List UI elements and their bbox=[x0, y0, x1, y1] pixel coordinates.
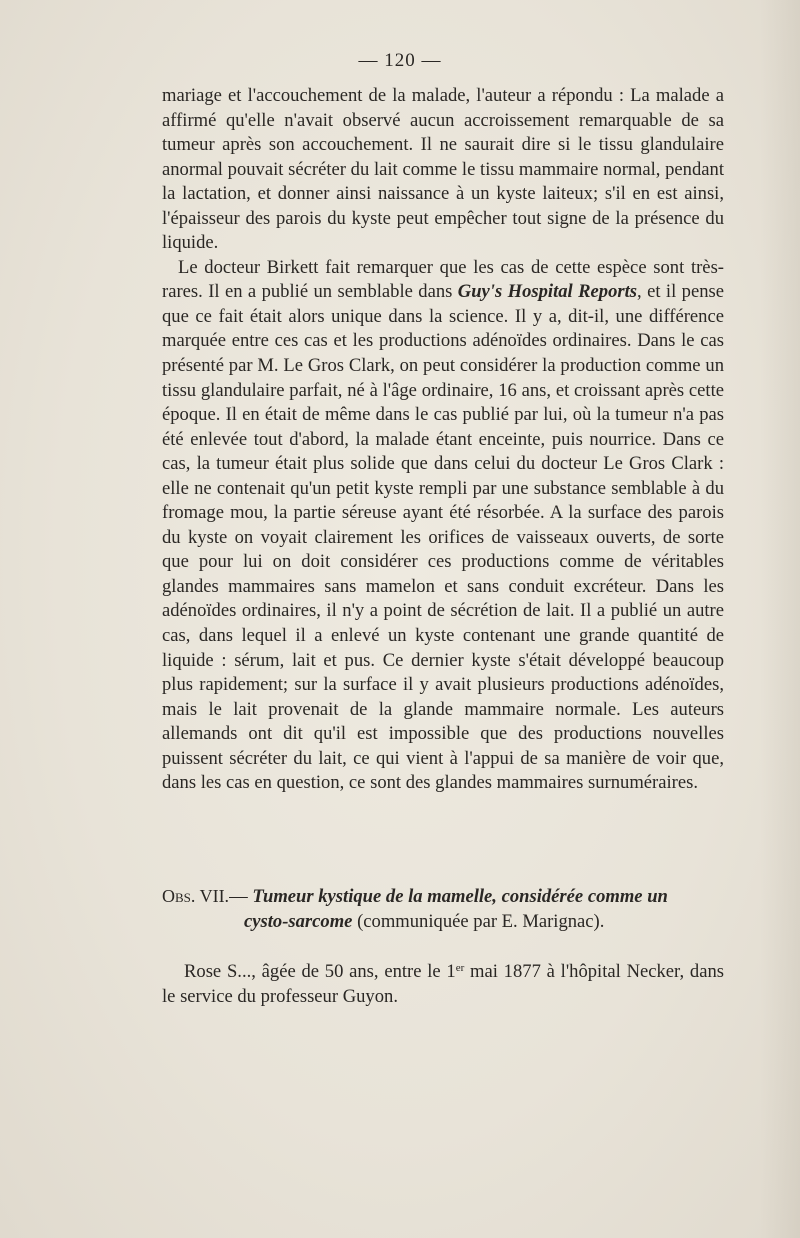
case-intro bbox=[162, 956, 724, 1009]
observation-title: Tumeur kystique de la mamelle, considérée comme un bbox=[252, 886, 668, 907]
case-paragraph bbox=[162, 956, 724, 1009]
observation-label: Obs. VII. bbox=[162, 886, 230, 906]
observation-dash: — bbox=[229, 886, 248, 907]
journal-title: Guy's Hospital Reports bbox=[457, 281, 638, 303]
case-text-a: Rose S..., âgée de 50 ans, entre le 1 bbox=[184, 961, 456, 982]
body-text bbox=[162, 84, 724, 796]
paragraph-2-text-b: , et il pense que ce fait était alors unique dans la science. Il y a, dit-il, une différence marquée entre ces cas et les productions adénoïdes ordinaires. Dans le cas présenté par M. Le Gros Clark, on peut considérer la production comme un tissu glandulaire parfait, né à l'âge ordinaire, 16 ans, et croissant après cette époque. Il en était de même dans le cas publié par lui, où la tumeur n'a pas été enlevée tout d'abord, la malade étant enceinte, puis nourrice. Dans ce cas, la tumeur était plus solide que dans celui du docteur Le Gros Clark : elle ne contenait qu'un petit kyste rempli par une substance semblable à du fromage mou, la partie séreuse ayant été résorbée. A la surface des parois du kyste on voyait clairement les orifices de vaisseaux ouverts, de sorte que pour lui on doit considérer ces productions comme de véritables glandes mammaires sans mamelon et sans conduit excréteur. Dans les adénoïdes ordinaires, il n'y a point de sécrétion de lait. Il a publié un autre cas, dans lequel il a enlevé un kyste contenant une grande quantité de liquide : sérum, lait et pus. Ce dernier kyste s'était développé beaucoup plus rapidement; sur la surface il y avait plusieurs productions adénoïdes, mais le lait provenait de la glande mammaire normale. Les auteurs allemands ont dit qu'il est impossible que des productions nouvelles puissent sécréter du lait, ce qui vient à l'appui de sa manière de voir que, dans les cas en question, ce sont des glandes mammaires surnuméraires. bbox=[162, 281, 724, 794]
observation-heading bbox=[162, 884, 724, 934]
ordinal-superscript: er bbox=[455, 962, 465, 974]
paragraph-1: mariage et l'accouchement de la malade, l'auteur a répondu : La malade a affirmé qu'elle n'avait observé aucun accroissement remarquable de sa tumeur après son accouchement. Il ne saurait dire si le tissu glandulaire anormal pouvait sécréter du lait comme le tissu mammaire normal, pendant la lactation, et donner ainsi naissance à un kyste laiteux; s'il en est ainsi, l'épaisseur des parois du kyste peut empêcher tout signe de la présence du liquide. bbox=[162, 85, 724, 254]
observation-credit: (communiquée par E. Marignac). bbox=[357, 911, 605, 932]
observation-title-continued: cysto-sarcome bbox=[244, 911, 353, 932]
case-text-b: mai 1877 à l'hôpital Necker, dans le service du professeur Guyon. bbox=[162, 961, 724, 1007]
page-edge-shadow bbox=[760, 0, 800, 1238]
page-number: — 120 — bbox=[358, 50, 442, 71]
paragraph-2 bbox=[162, 256, 724, 796]
paragraph-2-text-a: Le docteur Birkett fait remarquer que les cas de cette espèce sont très-rares. Il en a publié un semblable dans bbox=[162, 256, 724, 303]
